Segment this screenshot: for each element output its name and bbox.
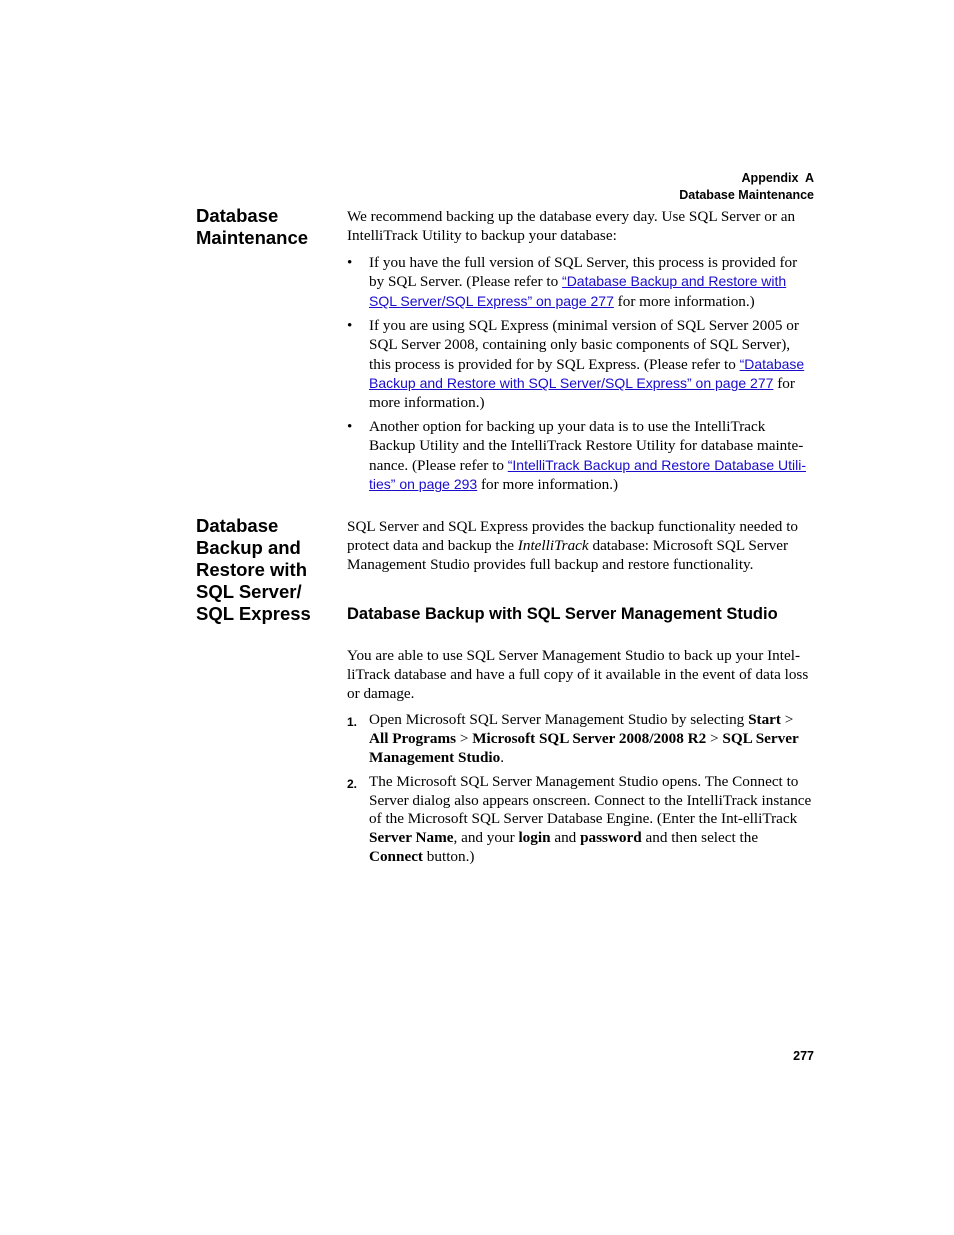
link-database-backup-restore[interactable]: “Database Backup and Restore with SQL Server/SQL Express” on page 277 [369,273,787,310]
subheading-backup-with-ssms: Database Backup with SQL Server Management Studio [347,605,778,623]
term-login: login [518,829,551,847]
ssms-steps-list [347,711,815,866]
menu-all-programs: All Programs [369,730,457,748]
term-password: password [580,829,642,847]
step-number: 1. [347,715,358,730]
intro-paragraph: We recommend backing up the database every day. Use SQL Server or an IntelliTrack Utility to backup your database: [347,208,796,244]
running-header [679,170,814,204]
product-name: IntelliTrack [517,536,589,554]
link-intellitrack-backup-utilities[interactable]: “IntelliTrack Backup and Restore Database Utili-ties” on page 293 [369,456,807,493]
menu-ssms: SQL Server Management Studio [369,730,799,766]
list-item: • If you are using SQL Express (minimal version of SQL Server 2005 or SQL Server 2008, containing only basic components of SQL Server), this process is provided for by SQL Express. (Please refer to “Database Backup and Restore with SQL Server/SQL Express” on page 277 for more information.) [347,316,805,412]
intro-paragraph: SQL Server and SQL Express provides the backup functionality needed to protect data and backup the IntelliTrack database: Microsoft SQL Server Management Studio provides full backup and restore functionality. [347,518,799,573]
list-item: • If you have the full version of SQL Server, this process is provided for by SQL Server. (Please refer to “Database Backup and Restore with SQL Server/SQL Express” on page 277 for more information.) [347,253,798,311]
list-item: 1. Open Microsoft SQL Server Management Studio by selecting Start > All Programs > Microsoft SQL Server 2008/2008 R2 > SQL Server Management Studio. [347,711,799,766]
menu-microsoft-sql-server: Microsoft SQL Server 2008/2008 R2 [472,730,707,748]
bullet-marker: • [347,316,353,334]
section-backup-ssms-body [347,647,815,872]
header-chapter: Database Maintenance [679,188,814,202]
section-database-maintenance-body [347,208,815,500]
header-appendix: Appendix A [741,171,814,185]
bullet-marker: • [347,253,353,271]
list-item: • Another option for backing up your data is to use the IntelliTrack Backup Utility and the IntelliTrack Restore Utility for database mainte-nance. (Please refer to “IntelliTrack Backup and Restore Database Utili-ties” on page 293 for more information.) [347,417,807,494]
link-database-backup-restore[interactable]: “Database Backup and Restore with SQL Server/SQL Express” on page 277 [369,355,805,392]
menu-start: Start [748,711,781,729]
section-title-database-backup-restore: Database Backup and Restore with SQL Server/ SQL Express [196,515,311,624]
term-server-name: Server Name [369,829,454,847]
term-connect: Connect [369,847,423,865]
backup-options-list [347,254,815,496]
page-number: 277 [793,1049,814,1063]
ssms-paragraph: You are able to use SQL Server Management Studio to back up your Intel-liTrack database and have a full copy of it available in the event of data loss or damage. [347,647,809,702]
section-backup-restore-intro [347,518,815,574]
list-item: 2. The Microsoft SQL Server Management Studio opens. The Connect to Server dialog also appears onscreen. Connect to the IntelliTrack instance of the Microsoft SQL Server Database Engine. (Enter the Int-elliTrack Server Name, and your login and password and then select the Connect button.) [347,772,812,865]
section-title-database-maintenance: Database Maintenance [196,205,309,248]
bullet-marker: • [347,417,353,435]
step-number: 2. [347,776,358,791]
